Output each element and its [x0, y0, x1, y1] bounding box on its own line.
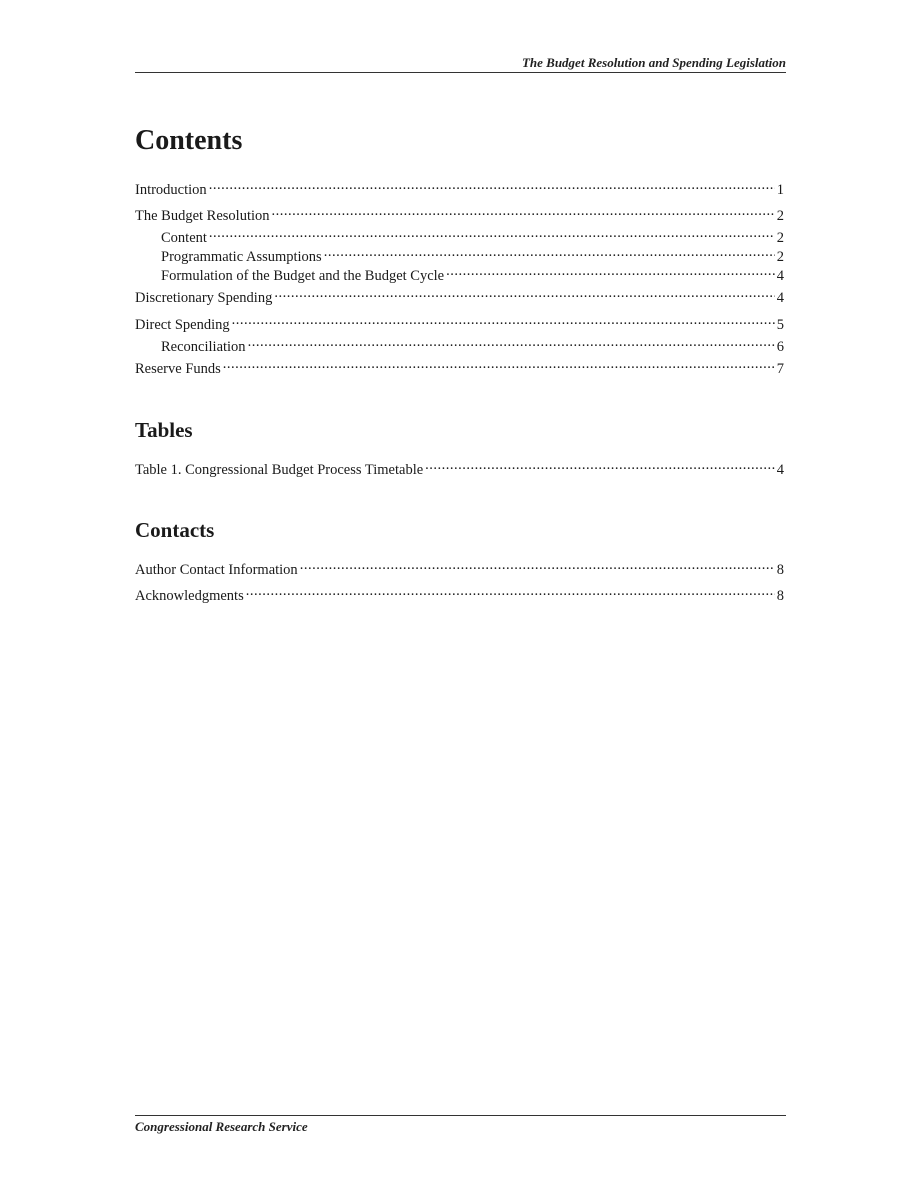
contacts-heading: Contacts — [135, 518, 215, 542]
toc-entry-page: 1 — [776, 182, 784, 198]
toc-entry-title: Table 1. Congressional Budget Process Timetable — [135, 462, 424, 478]
toc-entry-title: Discretionary Spending — [135, 290, 273, 306]
toc-entry-reconciliation[interactable] — [161, 333, 784, 355]
toc-entry-title: Introduction — [135, 182, 207, 198]
toc-entry-page: 2 — [776, 208, 784, 224]
toc-entry-page: 4 — [776, 462, 784, 478]
toc-leader — [300, 556, 775, 574]
toc-leader — [248, 333, 775, 351]
footer-rule — [135, 1115, 786, 1116]
toc-entry-title: Content — [161, 230, 207, 246]
toc-entry-formulation[interactable] — [161, 262, 784, 284]
toc-entry-page: 8 — [776, 588, 784, 604]
toc-entry-table-1[interactable] — [135, 456, 784, 478]
toc-entry-page: 8 — [776, 562, 784, 578]
toc-entry-page: 6 — [776, 339, 784, 355]
toc-leader — [209, 176, 775, 194]
toc-leader — [446, 262, 775, 280]
contents-heading: Contents — [135, 125, 243, 156]
running-footer: Congressional Research Service — [135, 1119, 308, 1134]
toc-entry-author-contact[interactable] — [135, 556, 784, 578]
toc-leader — [223, 355, 775, 373]
toc-leader — [246, 582, 775, 600]
header-rule — [135, 72, 786, 73]
toc-entry-title: Formulation of the Budget and the Budget Cycle — [161, 268, 445, 284]
toc-entry-title: The Budget Resolution — [135, 208, 270, 224]
toc-leader — [272, 202, 775, 220]
toc-entry-page: 4 — [776, 290, 784, 306]
tables-heading: Tables — [135, 418, 193, 442]
toc-entry-acknowledgments[interactable] — [135, 582, 784, 604]
toc-entry-page: 4 — [776, 268, 784, 284]
toc-leader — [425, 456, 775, 474]
toc-entry-direct-spending[interactable] — [135, 311, 784, 333]
toc-entry-title: Programmatic Assumptions — [161, 249, 322, 265]
toc-leader — [232, 311, 775, 329]
toc-entry-page: 5 — [776, 317, 784, 333]
toc-leader — [274, 284, 774, 302]
running-header: The Budget Resolution and Spending Legislation — [521, 55, 786, 70]
toc-leader — [209, 224, 775, 242]
toc-entry-title: Acknowledgments — [135, 588, 244, 604]
toc-entry-programmatic-assumptions[interactable] — [161, 243, 784, 265]
toc-leader — [324, 243, 775, 261]
toc-entry-discretionary-spending[interactable] — [135, 284, 784, 306]
toc-entry-title: Author Contact Information — [135, 562, 298, 578]
toc-entry-title: Reserve Funds — [135, 361, 221, 377]
toc-entry-page: 2 — [776, 249, 784, 265]
toc-entry-budget-resolution[interactable] — [135, 202, 784, 224]
toc-entry-content[interactable] — [161, 224, 784, 246]
toc-entry-reserve-funds[interactable] — [135, 355, 784, 377]
toc-entry-page: 7 — [776, 361, 784, 377]
toc-entry-page: 2 — [776, 230, 784, 246]
toc-entry-title: Reconciliation — [161, 339, 246, 355]
toc-entry-introduction[interactable] — [135, 176, 784, 198]
toc-entry-title: Direct Spending — [135, 317, 230, 333]
